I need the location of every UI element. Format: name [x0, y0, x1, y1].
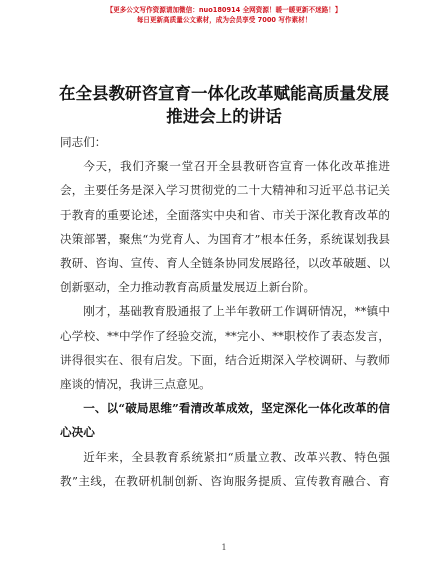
- promo-banner: [0, 5, 448, 25]
- paragraph-achievements: 近年来，全县教育系统紧扣“质量立教、改革兴教、特色强教”主线，在教研机制创新、咨询服务提质、宣传教育融合、育: [60, 449, 390, 488]
- document-body: [60, 130, 390, 493]
- page-number: 1: [221, 543, 227, 552]
- section-heading-1: 一、以“破局思维”看清改革成效，坚定深化一体化改革的信心决心: [60, 401, 390, 440]
- salutation: 同志们：: [60, 135, 107, 149]
- document-title-line2: 推进会上的讲话: [166, 107, 282, 126]
- paragraph-opening: 今天，我们齐聚一堂召开全县教研咨宣育一体化改革推进会，主要任务是深入学习贯彻党的二十大精神和习近平总书记关于教育的重要论述，全面落实中央和省、市关于深化教育改革的决策部署，聚焦“为党育人、为国育才”根本任务，系统谋划我县教研、咨询、宣传、育人全链条协同发展路径，以改革破题、以创新驱动，全力推动教育高质量发展迈上新台阶。: [60, 159, 390, 295]
- promo-banner-line1: 【更多公文写作资源请加微信：nuo180914 全网资源！暖一暖更新不迷路！】: [106, 6, 342, 14]
- document-title: [0, 82, 448, 128]
- document-title-line1: 在全县教研咨宣育一体化改革赋能高质量发展: [59, 84, 389, 103]
- promo-banner-line2: 每日更新高质量公文素材，成为会员享受 7000 写作素材！: [136, 16, 312, 24]
- paragraph-meeting-summary: 刚才，基础教育股通报了上半年教研工作调研情况，**镇中心学校、**中学作了经验交流，**完小、**职校作了表态发言，讲得很实在、很有启发。下面，结合近期深入学校调研、与教师座谈的情况，我讲三点意见。: [60, 304, 390, 392]
